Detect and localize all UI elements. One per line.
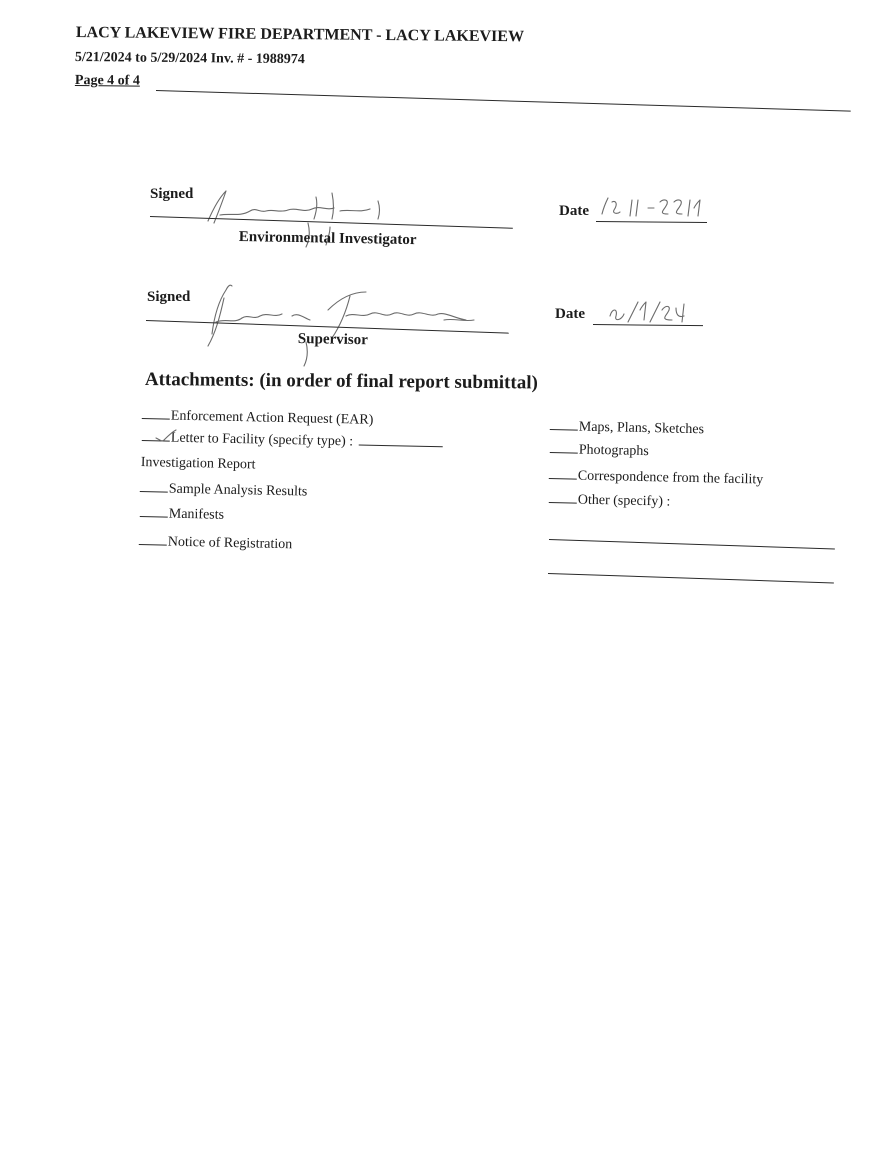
attachments-title: Attachments: (in order of final report submittal)	[144, 369, 538, 394]
page-number: Page 4 of 4	[74, 73, 140, 89]
attachment-item-ear: Enforcement Action Request (EAR)	[142, 408, 374, 429]
attachment-item-manifests: Manifests	[140, 506, 225, 524]
check-blank	[142, 418, 170, 420]
other-specify-line-2	[548, 573, 834, 583]
investigator-role: Environmental Investigator	[238, 229, 417, 249]
check-blank	[550, 429, 578, 431]
check-blank	[140, 491, 168, 493]
supervisor-date-handwriting	[604, 298, 700, 328]
check-blank	[549, 502, 577, 504]
letter-check-mark	[154, 428, 178, 444]
check-blank	[139, 544, 167, 546]
header-rule	[156, 90, 851, 112]
signed-label: Signed	[147, 289, 191, 305]
attachment-item-photographs: Photographs	[550, 442, 649, 460]
attachment-item-sample-results: Sample Analysis Results	[140, 481, 308, 501]
supervisor-role: Supervisor	[297, 331, 369, 349]
attachment-item-correspondence: Correspondence from the facility	[549, 468, 764, 488]
attachment-item-letter: Letter to Facility (specify type) :	[142, 430, 445, 452]
attachment-item-notice-of-registration: Notice of Registration	[139, 534, 293, 553]
other-specify-line-1	[549, 539, 835, 549]
date-label: Date	[555, 306, 585, 322]
attachment-item-maps: Maps, Plans, Sketches	[550, 419, 705, 438]
attachment-item-other: Other (specify) :	[549, 492, 671, 511]
check-blank	[549, 478, 577, 480]
supervisor-signature	[198, 282, 488, 368]
date-label: Date	[559, 203, 589, 219]
specify-blank	[359, 445, 443, 448]
check-blank	[550, 452, 578, 454]
investigator-date-handwriting	[598, 194, 708, 224]
department-title: LACY LAKEVIEW FIRE DEPARTMENT - LACY LAKEVIEW	[75, 24, 525, 46]
check-blank	[140, 516, 168, 518]
attachment-item-investigation-report: Investigation Report	[140, 455, 256, 473]
signed-label: Signed	[150, 186, 194, 202]
date-range-invoice: 5/21/2024 to 5/29/2024 Inv. # - 1988974	[74, 50, 305, 68]
